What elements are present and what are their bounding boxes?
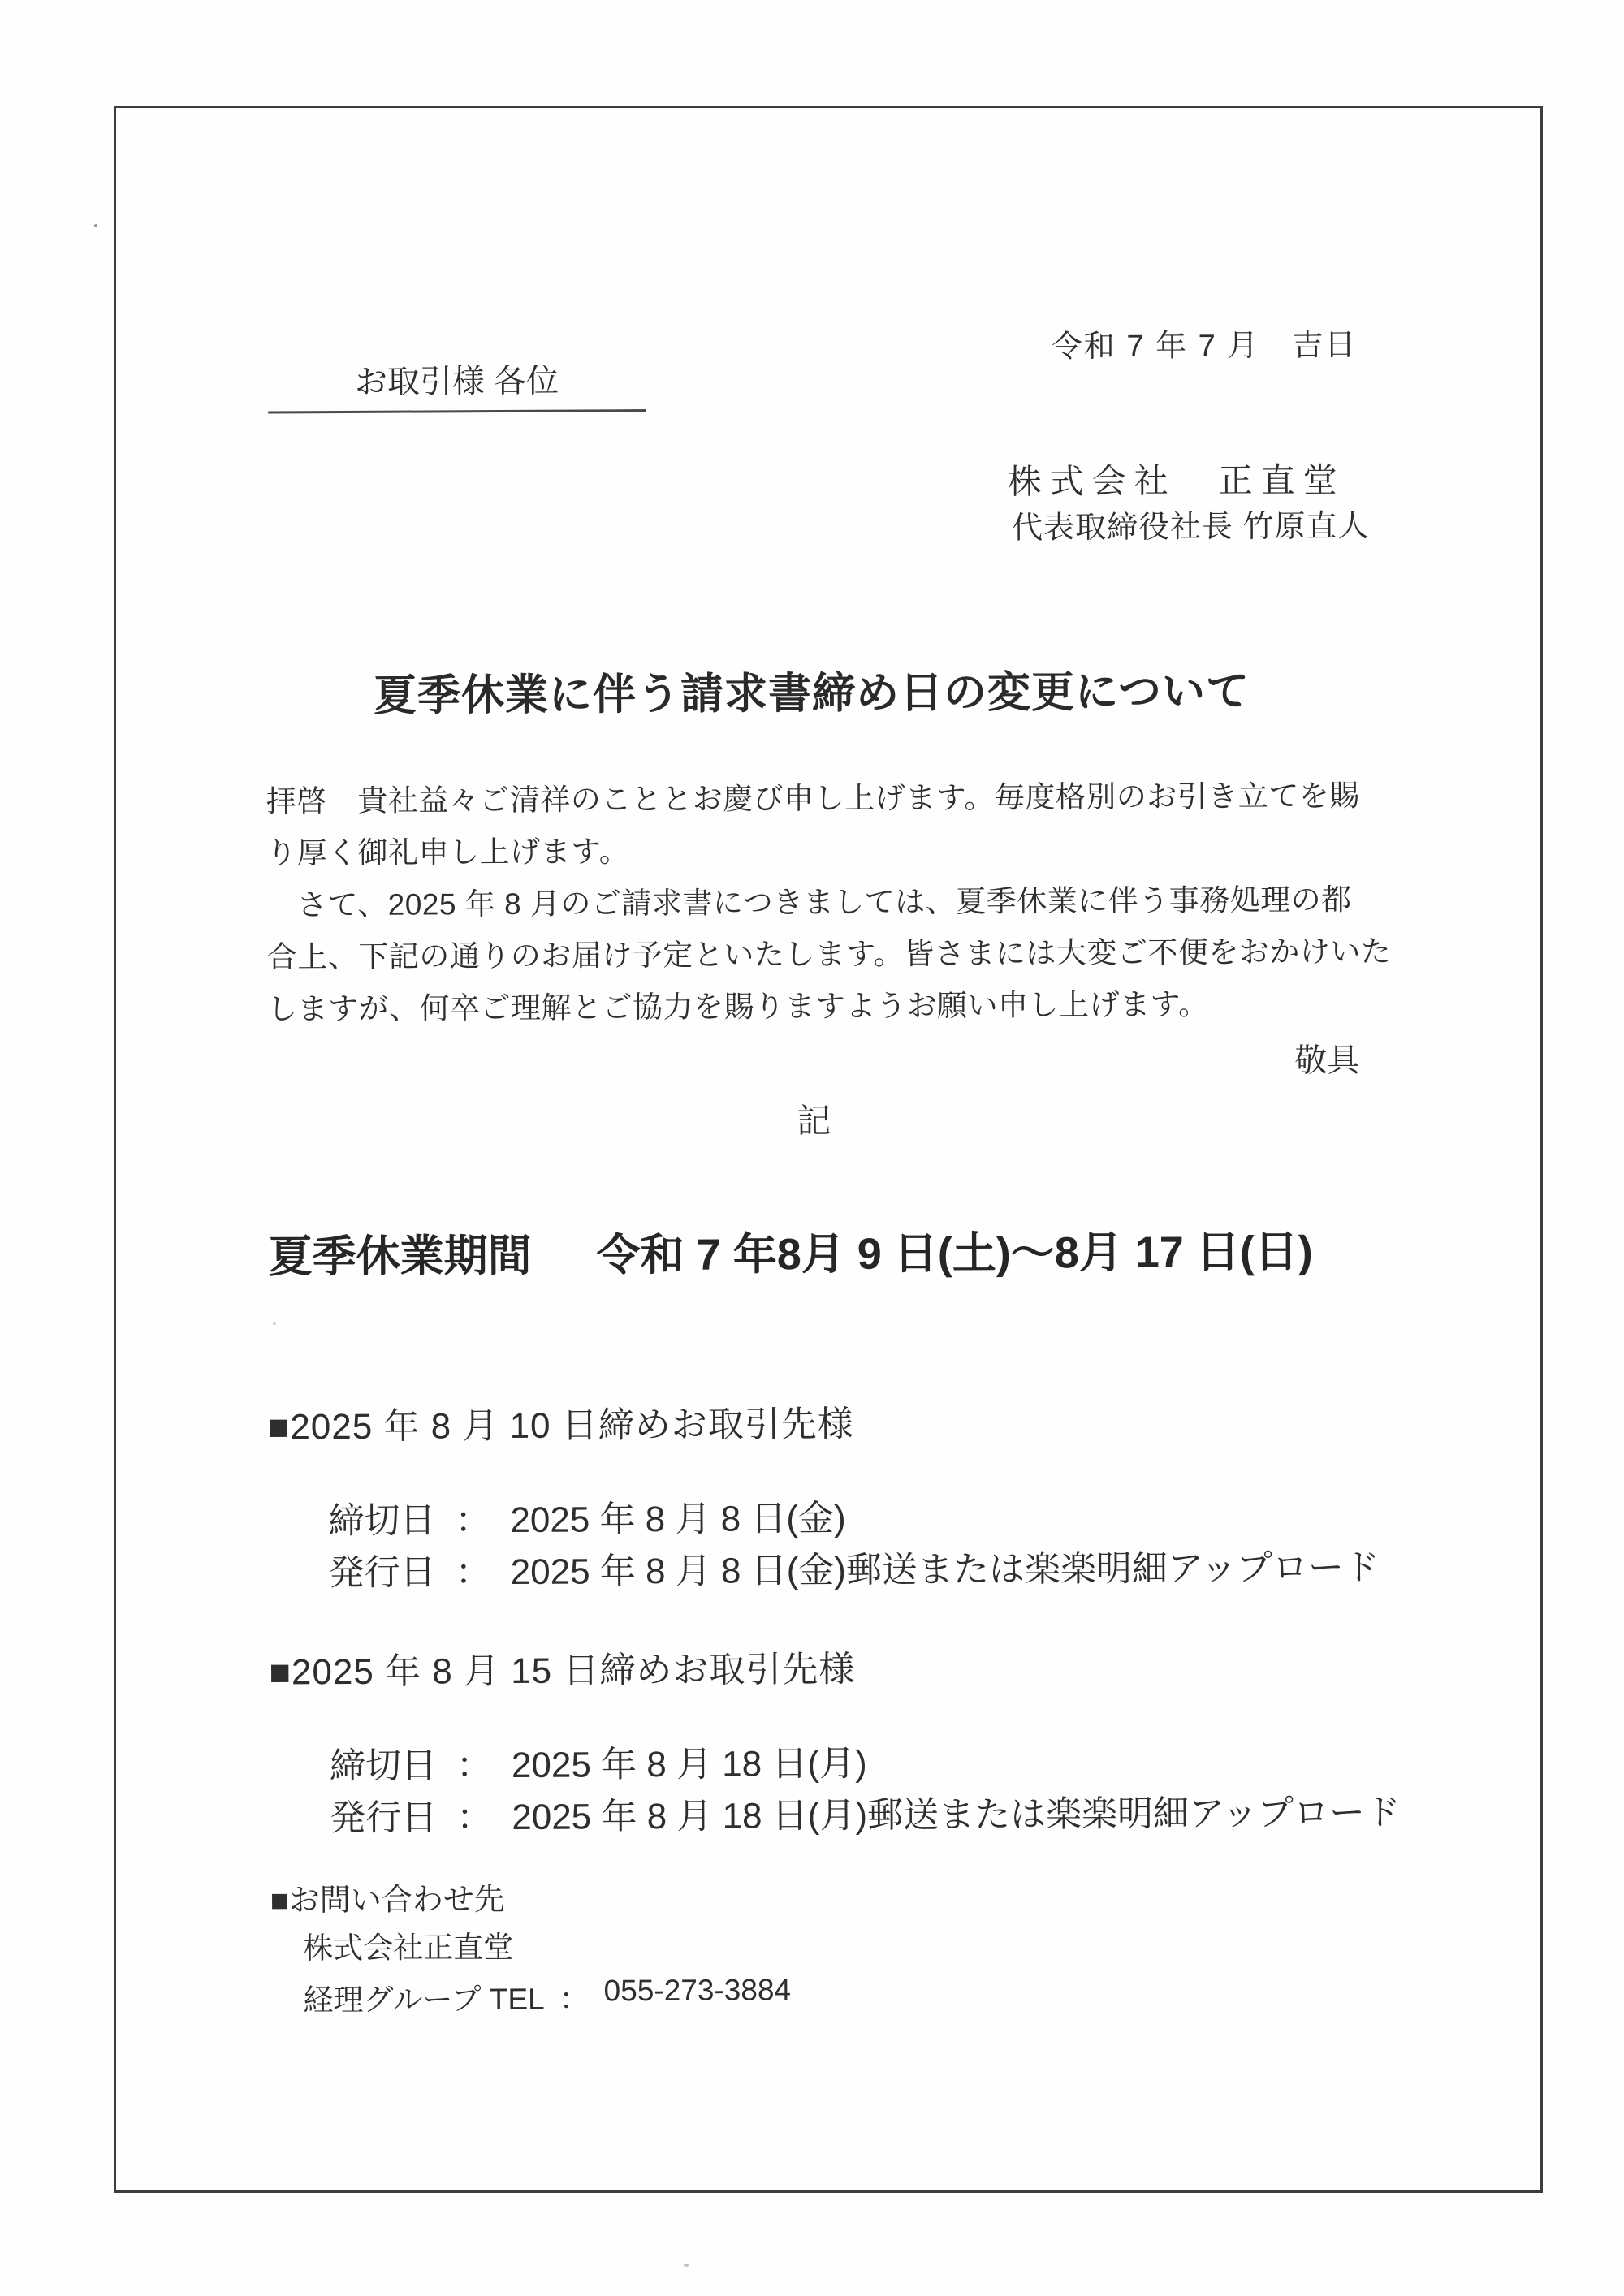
body-line: 合上、下記の通りのお届け予定といたします。皆さまには大変ご不便をおかけいた: [266, 934, 1392, 974]
section-item-issue: [330, 1783, 1401, 1841]
section-heading-aug15: ■2025 年 8 月 15 日締めお取引先様: [269, 1649, 856, 1693]
body-line: さて、2025 年 8 月のご請求書につきましては、夏季休業に伴う事務処理の都: [266, 883, 1352, 922]
item-value: 2025 年 8 月 8 日(金)郵送または楽楽明細アップロード: [510, 1547, 1380, 1592]
item-value: 2025 年 8 月 18 日(月)郵送または楽楽明細アップロード: [512, 1793, 1402, 1837]
contact-heading: ■お問い合わせ先: [270, 1882, 505, 1918]
sender-company: 株式会社 正直堂: [1007, 460, 1345, 501]
contact-phone-line: [303, 1973, 791, 2019]
item-value: 2025 年 8 月 18 日(月): [511, 1743, 867, 1785]
scan-artifact: [684, 2264, 689, 2267]
holiday-period-line: [268, 1217, 1313, 1285]
item-separator: ：: [455, 1552, 491, 1593]
contact-department: 経理グループ TEL: [303, 1982, 545, 2018]
recipient-line: お取引様 各位: [268, 355, 646, 413]
item-label: 締切日: [329, 1746, 438, 1787]
document-title: 夏季休業に伴う請求書締め日の変更について: [373, 667, 1250, 720]
item-separator: ：: [455, 1500, 491, 1541]
section-item-deadline: [328, 1489, 846, 1543]
item-separator: ：: [456, 1798, 493, 1838]
item-label: 発行日: [328, 1552, 436, 1594]
section-item-issue: [329, 1538, 1380, 1595]
scan-artifact: [94, 224, 97, 227]
body-line: り厚く御礼申し上げます。: [266, 835, 630, 870]
holiday-dates: 令和 7 年8月 9 日(土)～8月 17 日(日): [596, 1227, 1313, 1280]
scan-artifact: [273, 1322, 276, 1325]
closing-word: 敬具: [1294, 1042, 1360, 1079]
contact-company: 株式会社正直堂: [303, 1930, 514, 1966]
body-line: 拝啓 貴社益々ご清祥のこととお慶び申し上げます。毎度格別のお引き立てを賜: [266, 779, 1360, 818]
sender-name: 代表取締役社長 竹原直人: [1011, 509, 1370, 546]
section-heading-aug10: ■2025 年 8 月 10 日締めお取引先様: [267, 1404, 854, 1448]
body-paragraph: [266, 766, 1392, 1032]
item-value: 2025 年 8 月 8 日(金): [510, 1498, 846, 1540]
item-label: 締切日: [328, 1500, 436, 1542]
contact-separator: ：: [559, 1982, 590, 2016]
section-item-deadline: [330, 1734, 867, 1789]
body-line: しますが、何卒ご理解とご協力を賜りますようお願い申し上げます。: [266, 987, 1209, 1026]
holiday-label: 夏季休業期間: [268, 1231, 532, 1282]
record-marker: 記: [797, 1101, 831, 1141]
contact-phone-number: 055-273-3884: [603, 1973, 792, 2008]
item-separator: ：: [456, 1746, 493, 1786]
item-label: 発行日: [330, 1798, 438, 1839]
date-line: 令和 7 年 7 月 吉日: [1051, 328, 1358, 365]
